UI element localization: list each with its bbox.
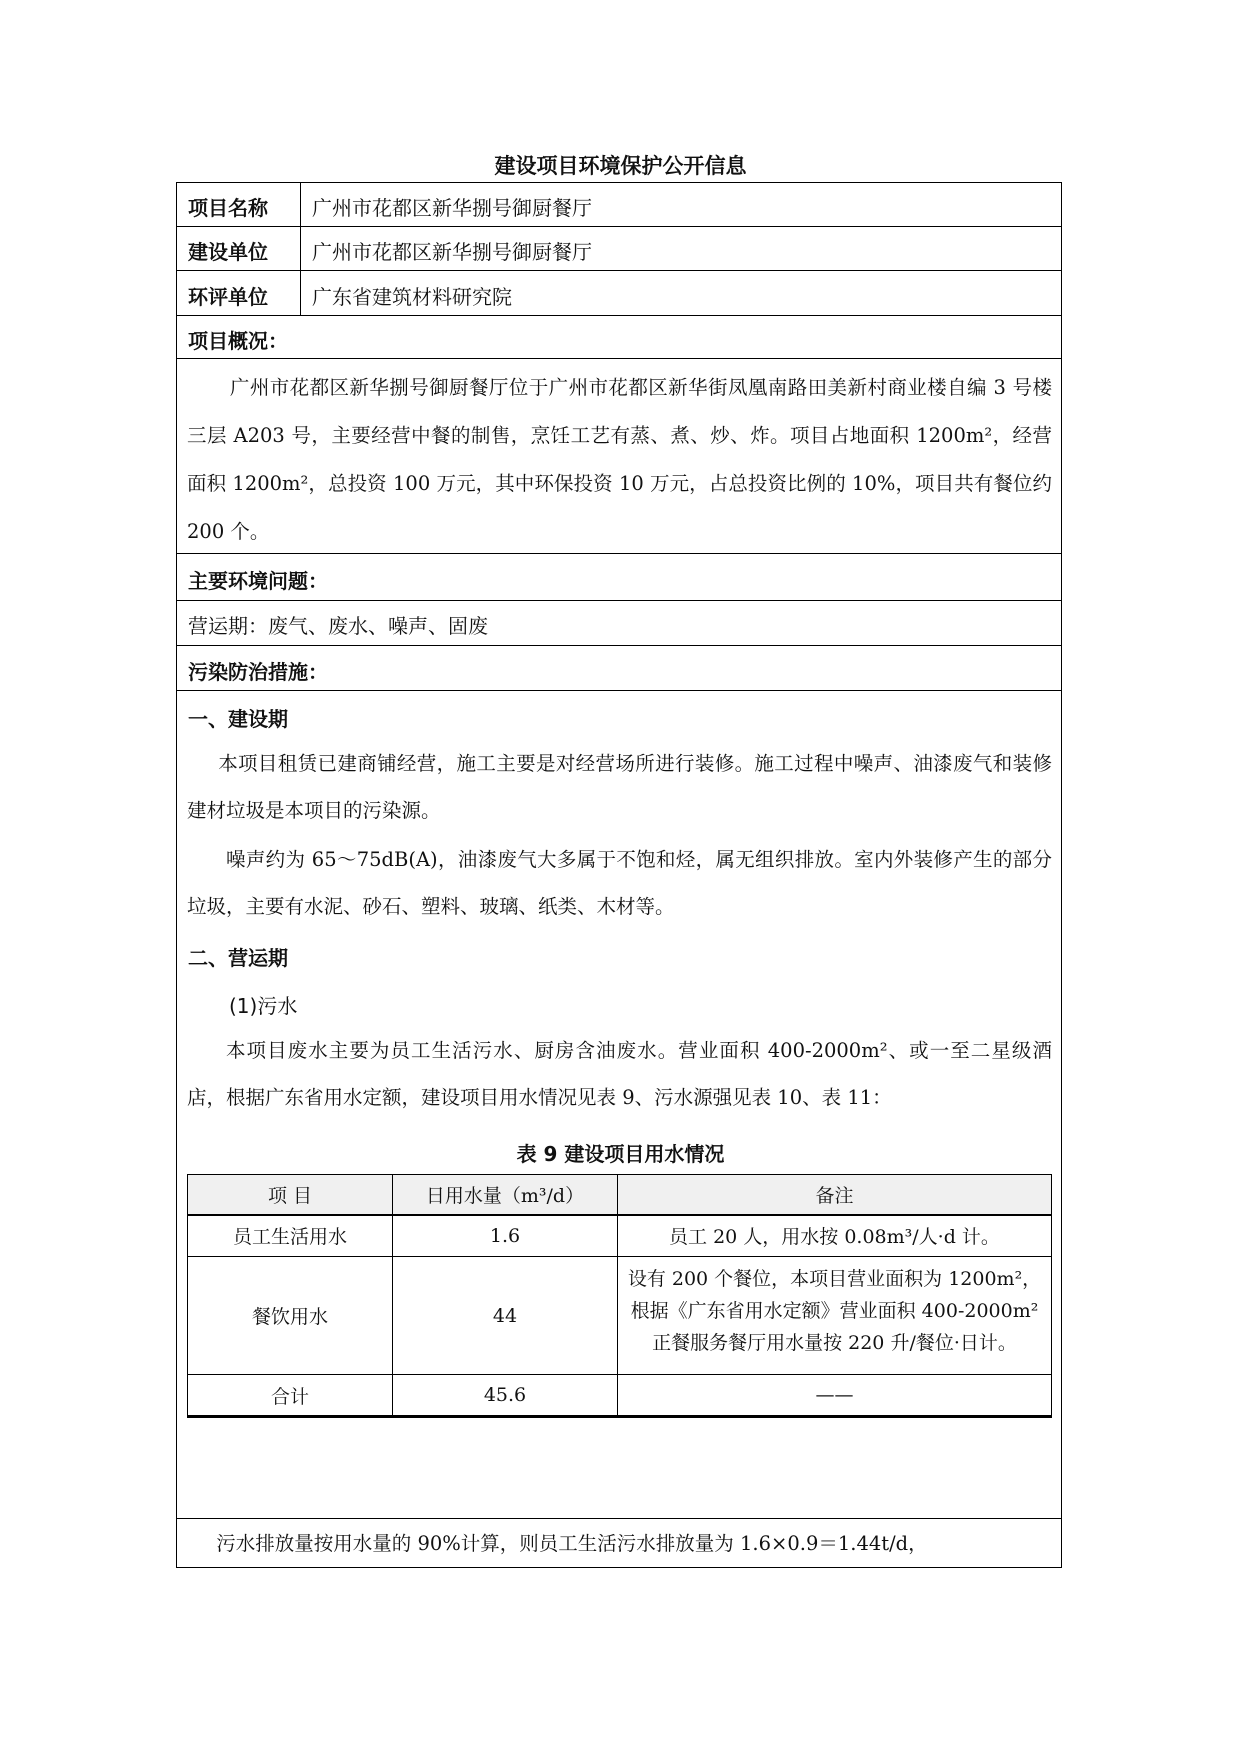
eia-value: 广东省建筑材料研究院 bbox=[312, 285, 512, 309]
overview-text: 广州市花都区新华捌号御厨餐厅位于广州市花都区新华街凤凰南路田美新村商业楼自编 3 号楼三层 A203 号，主要经营中餐的制售，烹饪工艺有蒸、煮、炒、炸。项目占地面积 1200m²，经营面积 1200m²，总投资 100 万元，其中环保投资 10 万元，占总投资比例的 10%，项目共有餐位约 200 个。 bbox=[187, 376, 1052, 543]
eia-label: 环评单位 bbox=[188, 285, 268, 309]
measures-label: 污染防治措施： bbox=[188, 660, 328, 684]
builder-label: 建设单位 bbox=[188, 240, 268, 264]
sewage-heading: (1)污水 bbox=[229, 994, 298, 1018]
issues-text: 营运期：废气、废水、噪声、固废 bbox=[188, 614, 488, 638]
row-divider bbox=[176, 645, 1062, 646]
operation-heading: 二、营运期 bbox=[188, 946, 288, 970]
construction-paragraph-1: 本项目租赁已建商铺经营，施工主要是对经营场所进行装修。施工过程中噪声、油漆废气和装修建材垃圾是本项目的污染源。 bbox=[187, 752, 1052, 822]
table-header-cell: 备注 bbox=[618, 1175, 1052, 1215]
sewage-paragraph: 本项目废水主要为员工生活污水、厨房含油废水。营业面积 400-2000m²、或一至二星级酒店，根据广东省用水定额，建设项目用水情况见表 9、污水源强见表 10、表 11： bbox=[187, 1039, 1052, 1109]
table-row bbox=[188, 1215, 1052, 1257]
builder-value: 广州市花都区新华捌号御厨餐厅 bbox=[312, 240, 592, 264]
table-cell-note-wrapper bbox=[618, 1257, 1052, 1375]
row-divider bbox=[176, 600, 1062, 601]
table-row bbox=[188, 1257, 1052, 1375]
project-name-value: 广州市花都区新华捌号御厨餐厅 bbox=[312, 196, 592, 220]
row-divider bbox=[176, 358, 1062, 359]
table-cell-note: 设有 200 个餐位，本项目营业面积为 1200m²，根据《广东省用水定额》营业面积 400-2000m²正餐服务餐厅用水量按 220 升/餐位·日计。 bbox=[627, 1267, 1042, 1354]
table-cell-amount: 45.6 bbox=[393, 1375, 618, 1417]
construction-heading: 一、建设期 bbox=[188, 707, 288, 731]
project-name-label: 项目名称 bbox=[188, 196, 268, 220]
table-cell-note: 员工 20 人，用水按 0.08m³/人·d 计。 bbox=[618, 1215, 1052, 1257]
table-cell-note: —— bbox=[618, 1375, 1052, 1417]
table-header-row bbox=[188, 1175, 1052, 1215]
row-divider bbox=[176, 270, 1062, 271]
table-cell-amount: 1.6 bbox=[393, 1215, 618, 1257]
discharge-text: 污水排放量按用水量的 90%计算，则员工生活污水排放量为 1.6×0.9＝1.44t/d， bbox=[216, 1532, 928, 1555]
row-divider bbox=[176, 690, 1062, 691]
table-cell-item: 员工生活用水 bbox=[188, 1215, 393, 1257]
label-column-divider bbox=[300, 182, 301, 315]
table-header-cell: 项 目 bbox=[188, 1175, 393, 1215]
row-divider bbox=[176, 1518, 1062, 1519]
table-cell-item: 合计 bbox=[188, 1375, 393, 1417]
table-cell-item: 餐饮用水 bbox=[188, 1257, 393, 1375]
table9-caption: 表 9 建设项目用水情况 bbox=[516, 1142, 725, 1166]
table-header-cell: 日用水量（m³/d） bbox=[393, 1175, 618, 1215]
row-divider bbox=[176, 226, 1062, 227]
issues-label: 主要环境问题： bbox=[188, 569, 328, 593]
table-cell-amount: 44 bbox=[393, 1257, 618, 1375]
overview-label: 项目概况： bbox=[188, 329, 288, 353]
water-usage-table bbox=[187, 1174, 1052, 1418]
table-row bbox=[188, 1375, 1052, 1417]
page-title: 建设项目环境保护公开信息 bbox=[494, 154, 747, 178]
construction-paragraph-2: 噪声约为 65～75dB(A)，油漆废气大多属于不饱和烃，属无组织排放。室内外装修产生的部分垃圾，主要有水泥、砂石、塑料、玻璃、纸类、木材等。 bbox=[187, 848, 1052, 918]
row-divider bbox=[176, 315, 1062, 316]
